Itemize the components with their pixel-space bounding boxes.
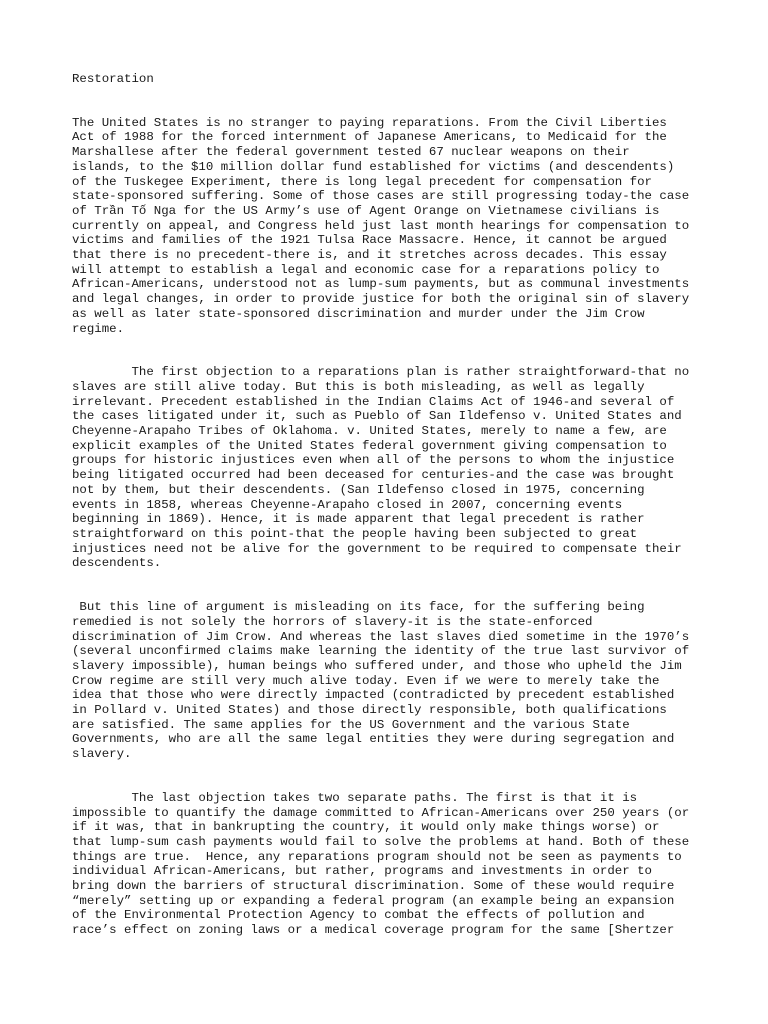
paragraph-last-objection: The last objection takes two separate paths. The first is that it is impossible to quantify the damage committed to African-Americans over 250 years (or if it was, that in bankrupting the country, it would only make things worse) or that lump-sum cash payments would fail to solve the problems at hand. Both of these things are true. Hence, any reparations program should not be seen as payments to individual African-Americans, but rather, programs and investments in order to bring down the barriers of structural discrimination. Some of these would require “merely” setting up or expanding a federal program (an example being an expansion of the Environmental Protection Agency to combat the effects of pollution and race’s effect on zoning laws or a medical coverage program for the same [Shertzer — [72, 790, 690, 938]
paragraph-first-objection: The first objection to a reparations plan is rather straightforward-that no slaves are still alive today. But this is both misleading, as well as legally irrelevant. Precedent established in the Indian Claims Act of 1946-and several of the cases litigated under it, such as Pueblo of San Ildefenso v. United States and Cheyenne-Arapaho Tribes of Oklahoma. v. United States, merely to name a few, are explicit examples of the United States federal government giving compensation to groups for historic injustices even when all of the persons to whom the injustice being litigated occurred had been deceased for centuries-and the case was brought not by them, but their descendents. (San Ildefenso closed in 1975, concerning events in 1858, whereas Cheyenne-Arapaho closed in 2007, concerning events beginning in 1869). Hence, it is made apparent that legal precedent is rather straightforward on this point-that the people having been subjected to great injustices need not be alive for the government to be required to compensate their descendents. — [72, 365, 690, 571]
document-title: Restoration — [72, 72, 154, 86]
paragraph-jim-crow: But this line of argument is misleading on its face, for the suffering being remedied is not solely the horrors of slavery-it is the state-enforced discrimination of Jim Crow. And whereas the last slaves died sometime in the 1970’s (several unconfirmed claims make learning the identity of the true last survivor of slavery impossible), human beings who suffered under, and those who upheld the Jim Crow regime are still very much alive today. Even if we were to merely take the idea that those who were directly impacted (contradicted by precedent established in Pollard v. United States) and those directly responsible, both qualifications are satisfied. The same applies for the US Government and the various State Governments, who are all the same legal entities they were during segregation and slavery. — [72, 600, 690, 762]
paragraph-intro: The United States is no stranger to paying reparations. From the Civil Liberties Act of 1988 for the forced internment of Japanese Americans, to Medicaid for the Marshallese after the federal government tested 67 nuclear weapons on their islands, to the $10 million dollar fund established for victims (and descendents) of the Tuskegee Experiment, there is long legal precedent for compensation for state-sponsored suffering. Some of those cases are still progressing today-the case of Trần Tố Nga for the US Army’s use of Agent Orange on Vietnamese civilians is currently on appeal, and Congress held just last month hearings for compensation to victims and families of the 1921 Tulsa Race Massacre. Hence, it cannot be argued that there is no precedent-there is, and it stretches across decades. This essay will attempt to establish a legal and economic case for a reparations policy to African-Americans, understood not as lump-sum payments, but as communal investments and legal changes, in order to provide justice for both the original sin of slavery as well as later state-sponsored discrimination and murder under the Jim Crow regime. — [72, 115, 690, 336]
document-page — [72, 72, 712, 967]
